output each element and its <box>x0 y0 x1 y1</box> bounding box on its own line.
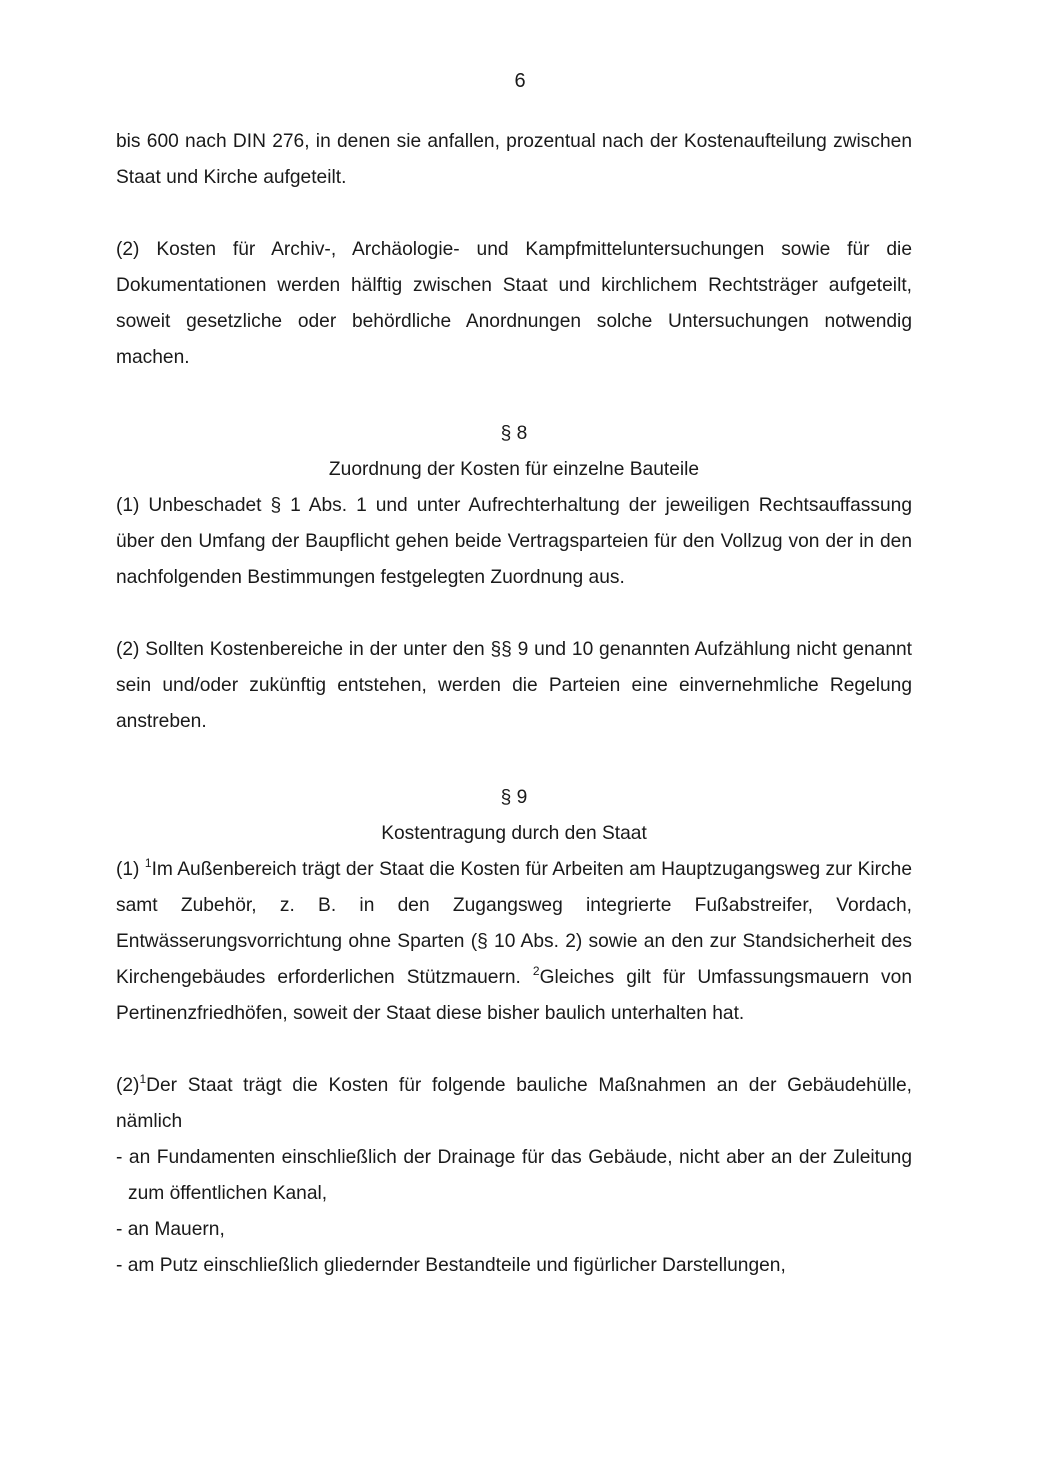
paragraph-8-1: (1) Unbeschadet § 1 Abs. 1 und unter Aufrechterhaltung der jeweiligen Rechtsauffassung über den Umfang der Baupflicht gehen beide Vertragsparteien für den Vollzug von der in den nachfolgenden Bestimmungen festgelegten Zuordnung aus. <box>116 495 912 588</box>
list-item: - an Mauern, <box>116 1219 225 1240</box>
paragraph-9-2-prefix: (2) <box>116 1075 140 1096</box>
document-body <box>116 124 912 1284</box>
paragraph-7-2: (2) Kosten für Archiv-, Archäologie- und Kampfmitteluntersuchungen sowie für die Dokumentationen werden hälftig zwischen Staat und kirchlichem Rechtsträger aufgeteilt, soweit gesetzliche oder behördliche Anordnungen solche Untersuchungen notwendig machen. <box>116 239 912 368</box>
paragraph-8-2: (2) Sollten Kostenbereiche in der unter den §§ 9 und 10 genannten Aufzählung nicht genannt sein und/oder zukünftig entstehen, werden die Parteien eine einvernehmliche Regelung anstreben. <box>116 639 912 732</box>
paragraph-9-2 <box>116 1068 912 1140</box>
paragraph-9-1 <box>116 852 912 1032</box>
section-8-title: Zuordnung der Kosten für einzelne Bauteile <box>328 459 700 480</box>
page-number: 6 <box>514 70 526 92</box>
section-8-symbol: § 8 <box>500 423 528 444</box>
sentence-number-1: 1 <box>139 1072 147 1086</box>
section-9-symbol: § 9 <box>500 787 528 808</box>
paragraph-9-1-sentence-1: Im Außenbereich trägt der Staat die Kosten für Arbeiten am Hauptzugangsweg zur Kirche samt Zubehör, z. B. in den Zugangsweg integrierte Fußabstreifer, Vordach, Entwässerungsvorrichtung ohne Sparten (§ 10 Abs. 2) sowie an den zur Standsicherheit des Kirchengebäudes erforderlichen Stützmauern. <box>116 859 912 988</box>
list-item: - an Fundamenten einschließlich der Drainage für das Gebäude, nicht aber an der Zuleitung zum öffentlichen Kanal, <box>116 1147 912 1204</box>
sentence-number-2: 2 <box>532 964 540 978</box>
paragraph-continuation: bis 600 nach DIN 276, in denen sie anfallen, prozentual nach der Kostenaufteilung zwischen Staat und Kirche aufgeteilt. <box>116 131 912 188</box>
section-9-title: Kostentragung durch den Staat <box>381 823 647 844</box>
sentence-number-1: 1 <box>144 856 152 870</box>
paragraph-9-1-sentence-2: Gleiches gilt für Umfassungsmauern von Pertinenzfriedhöfen, soweit der Staat diese bisher baulich unterhalten hat. <box>116 967 912 1024</box>
paragraph-9-1-prefix: (1) <box>116 859 145 880</box>
list-item: - am Putz einschließlich gliedernder Bestandteile und figürlicher Darstellungen, <box>116 1255 786 1276</box>
paragraph-9-2-text: Der Staat trägt die Kosten für folgende bauliche Maßnahmen an der Gebäudehülle, nämlich <box>116 1075 912 1132</box>
